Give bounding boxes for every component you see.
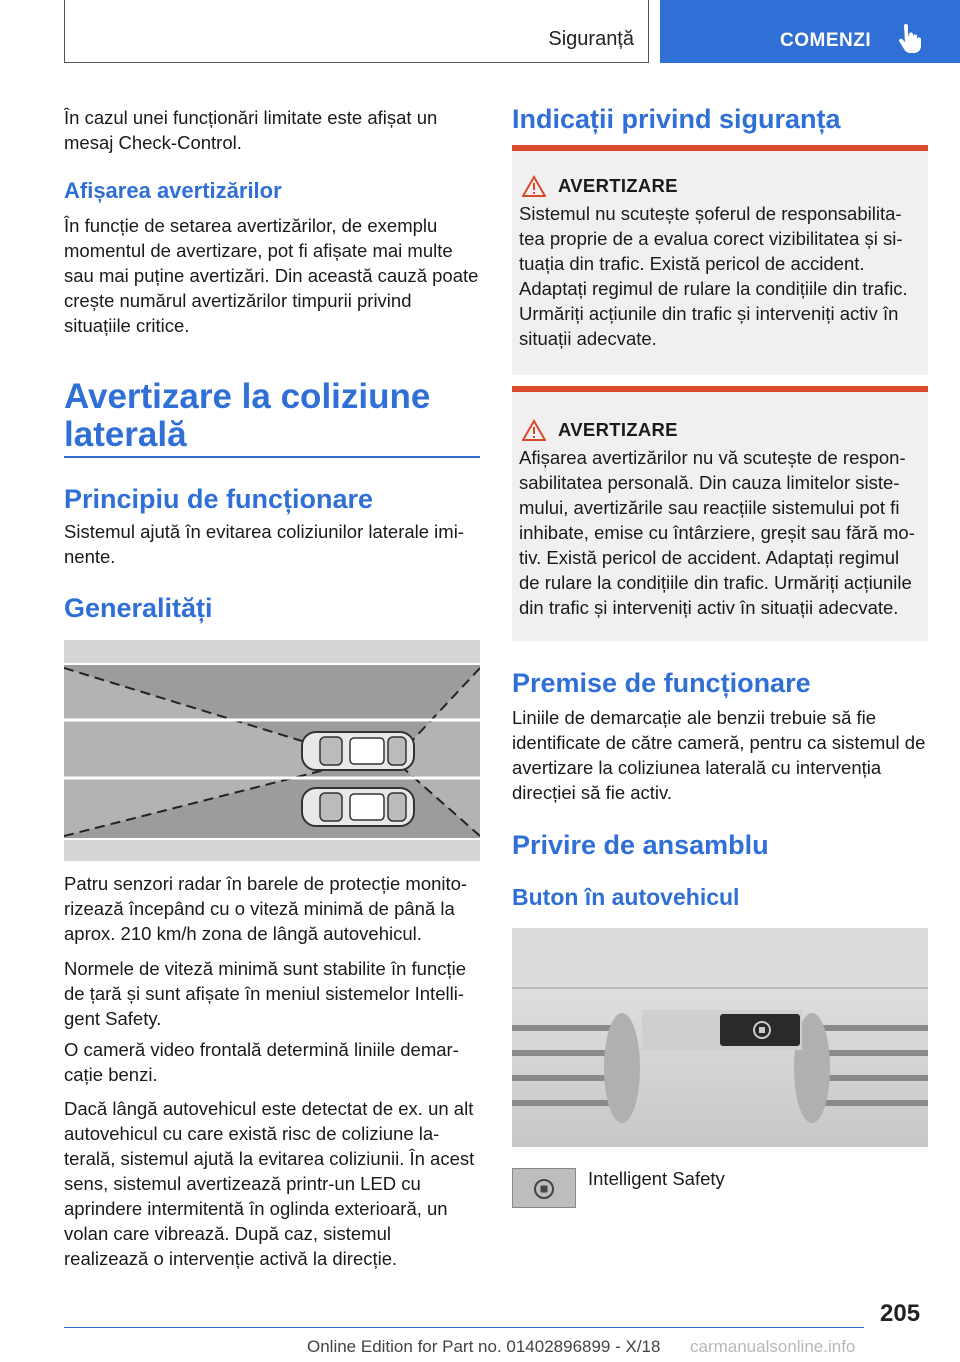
watermark: carmanualsonline.info	[690, 1337, 856, 1356]
warning-1-title: AVERTIZARE	[558, 175, 678, 196]
warnings-heading: Afișarea avertizărilor	[64, 178, 282, 203]
header-section-title: Siguranță	[548, 28, 634, 50]
warnings-text: În funcție de setarea avertizărilor, de exemplu momentul de avertizare, pot fi afișate mai multe sau mai puține avertizări. Din această cauză poate crește numărul avertizărilor timpurii privind situațiile critice.	[64, 215, 479, 336]
car-top-icon	[302, 732, 414, 770]
footer-divider	[64, 1327, 864, 1328]
header-tab-label: COMENZI	[780, 30, 872, 51]
general-paragraph-3: O cameră video frontală determină liniile demar-cație benzi.	[64, 1039, 459, 1085]
chapter-title: Avertizare la coliziune laterală	[64, 377, 431, 454]
intelligent-safety-icon	[512, 1168, 576, 1208]
dashboard-button-photo	[512, 928, 928, 1147]
warning-box-2	[512, 386, 928, 641]
premise-heading: Premise de funcționare	[512, 668, 811, 698]
warning-2-text: Afișarea avertizărilor nu vă scutește de respon-sabilitatea personală. Din cauza limitelor siste-mului, avertizările sau reacțiile sistemului pot fi inhibate, emise cu întârziere, greșit sau fără mo-tiv. Există pericol de accident. Adaptați regimul de rulare la condițiile din trafic. Urmăriți acțiunile din trafic și interveniți activ în situații adecvate.	[519, 447, 915, 618]
premise-text: Liniile de demarcație ale benzii trebuie să fie identificate de către cameră, pentru ca sistemul de avertizare la coliziunea laterală cu intervenția direcției să fie activ.	[512, 707, 926, 803]
warning-2-title: AVERTIZARE	[558, 419, 678, 440]
principle-heading: Principiu de funcționare	[64, 484, 374, 514]
warning-triangle-icon	[522, 419, 546, 441]
intro-text: În cazul unei funcționări limitate este afișat un mesaj Check-Control.	[64, 107, 438, 153]
principle-text: Sistemul ajută în evitarea coliziunilor laterale imi-nente.	[64, 521, 464, 567]
header-section-box	[64, 0, 649, 63]
header-tab-comenzi[interactable]	[660, 0, 960, 63]
warning-box-1	[512, 145, 928, 375]
footer-edition: Online Edition for Part no. 01402896899 - X/18	[307, 1337, 661, 1356]
warning-1-text: Sistemul nu scutește șoferul de responsabilita-tea proprie de a evalua corect vizibilitatea și si-tuația din trafic. Există pericol de accident. Adaptați regimul de rulare la condițiile din trafic. Urmăriți acțiunile din trafic și interveniți activ în situații adecvate.	[519, 203, 908, 349]
overview-heading: Privire de ansamblu	[512, 830, 769, 860]
warning-triangle-icon	[522, 175, 546, 197]
pointing-hand-icon	[896, 24, 922, 54]
general-paragraph-4: Dacă lângă autovehicul este detectat de ex. un alt autovehicul cu care există risc de coliziune la-terală, sistemul ajută la evitarea coliziunii. În acest sens, sistemul avertizează printr-un LED cu aprindere intermitentă în oglinda exterioară, un volan care vibrează. După caz, sistemul realizează o intervenție activă la direcție.	[64, 1098, 475, 1269]
car-bottom-icon	[302, 788, 414, 826]
general-paragraph-2: Normele de viteză minimă sunt stabilite în funcție de țară și sunt afișate în meniul sistemelor Intelli-gent Safety.	[64, 958, 467, 1029]
intelligent-safety-label: Intelligent Safety	[588, 1168, 725, 1189]
page-number: 205	[880, 1300, 921, 1327]
safety-heading: Indicații privind siguranța	[512, 104, 841, 134]
general-paragraph-1: Patru senzori radar în barele de protecție monito-rizează începând cu o viteză minimă de până la aprox. 210 km/h zona de lângă autovehicul.	[64, 873, 468, 944]
side-collision-illustration	[64, 640, 480, 861]
general-heading: Generalități	[64, 593, 213, 623]
button-heading: Buton în autovehicul	[512, 884, 740, 910]
chapter-divider	[64, 456, 480, 458]
